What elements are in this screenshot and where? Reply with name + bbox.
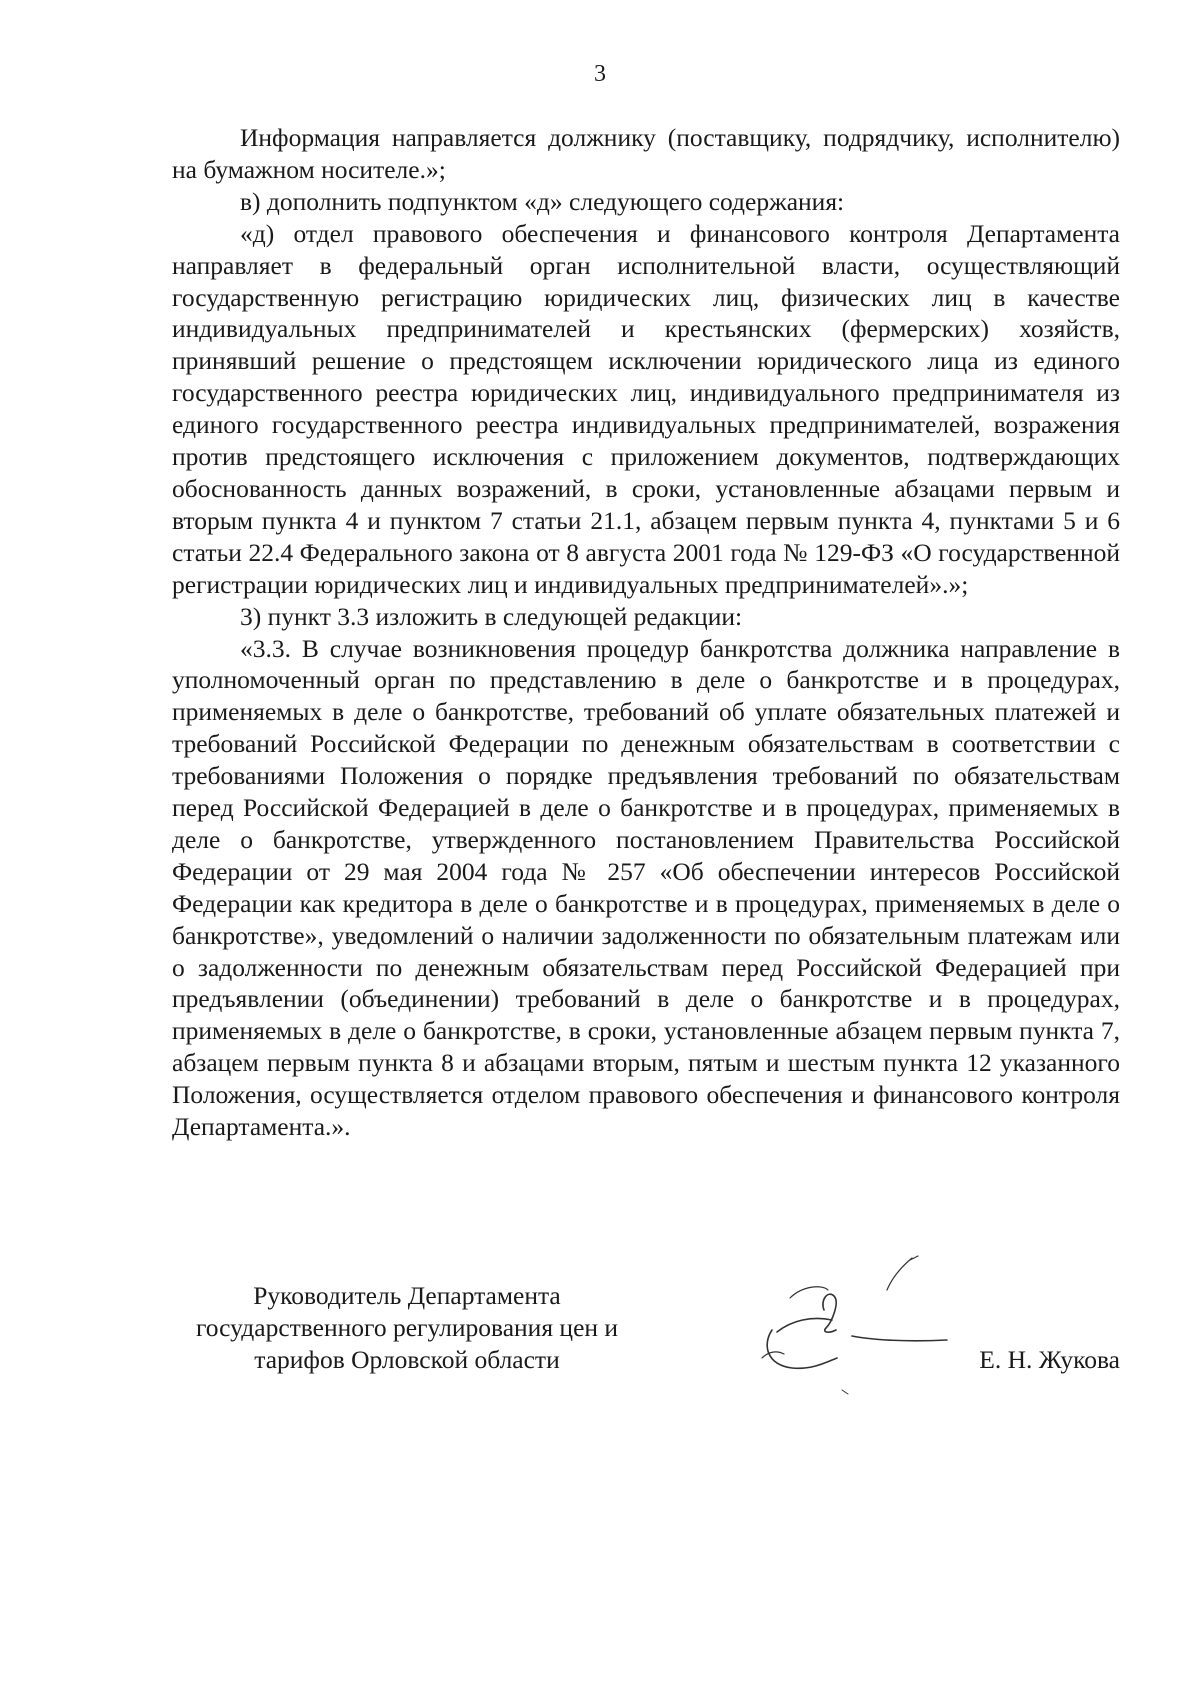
document-body xyxy=(172,122,1120,1143)
signatory-name: Е. Н. Жукова xyxy=(979,1345,1120,1374)
paragraph-amend-3: 3) пункт 3.3 изложить в следующей редакции: xyxy=(240,601,743,631)
paragraph-info-delivery: Информация направляется должнику (поставщику, подрядчику, исполнителю) на бумажном носителе.»; xyxy=(172,123,1120,184)
signature-block xyxy=(172,1280,1120,1400)
signatory-position-line: тарифов Орловской области xyxy=(254,1345,560,1374)
handwritten-signature xyxy=(732,1250,992,1400)
paragraph-amend-v: в) дополнить подпунктом «д» следующего содержания: xyxy=(240,186,845,216)
signatory-position-line: государственного регулирования цен и xyxy=(195,1313,619,1342)
paragraph-point-3-3: «3.3. В случае возникновения процедур банкротства должника направление в уполномоченный орган по представлению в деле о банкротстве и в процедурах, применяемых в деле о банкротстве, требований об уплате обязательных платежей и требований Российской Федерации по денежным обязательствам в соответствии с требованиями Положения о порядке предъявления требований по обязательствам перед Российской Федерацией в деле о банкротстве и в процедурах, применяемых в деле о банкротстве, утвержденного постановлением Правительства Российской Федерации от 29 мая 2004 года № 257 «Об обеспечении интересов Российской Федерации как кредитора в деле о банкротстве и в процедурах, применяемых в деле о банкротстве», уведомлений о наличии задолженности по обязательным платежам или о задолженности по денежным обязательствам перед Российской Федерацией при предъявлении (объединении) требований в деле о банкротстве и в процедурах, применяемых в деле о банкротстве, в сроки, установленные абзацем первым пункта 7, абзацем первым пункта 8 и абзацами вторым, пятым и шестым пункта 12 указанного Положения, осуществляется отделом правового обеспечения и финансового контроля Департамента.». xyxy=(172,633,1120,1142)
paragraph-subpoint-d: «д) отдел правового обеспечения и финансового контроля Департамента направляет в федеральный орган исполнительной власти, осуществляющий государственную регистрацию юридических лиц, физических лиц в качестве индивидуальных предпринимателей и крестьянских (фермерских) хозяйств, принявший решение о предстоящем исключении юридического лица из единого государственного реестра юридических лиц, индивидуального предпринимателя из единого государственного реестра индивидуальных предпринимателей, возражения против предстоящего исключения с приложением документов, подтверждающих обоснованность данных возражений, в сроки, установленные абзацами первым и вторым пункта 4 и пунктом 7 статьи 21.1, абзацем первым пункта 4, пунктами 5 и 6 статьи 22.4 Федерального закона от 8 августа 2001 года № 129-ФЗ «О государственной регистрации юридических лиц и индивидуальных предпринимателей».»; xyxy=(172,218,1120,599)
signatory-position xyxy=(172,1280,642,1376)
signatory-position-line: Руководитель Департамента xyxy=(253,1281,561,1310)
page-number: 3 xyxy=(594,61,606,87)
